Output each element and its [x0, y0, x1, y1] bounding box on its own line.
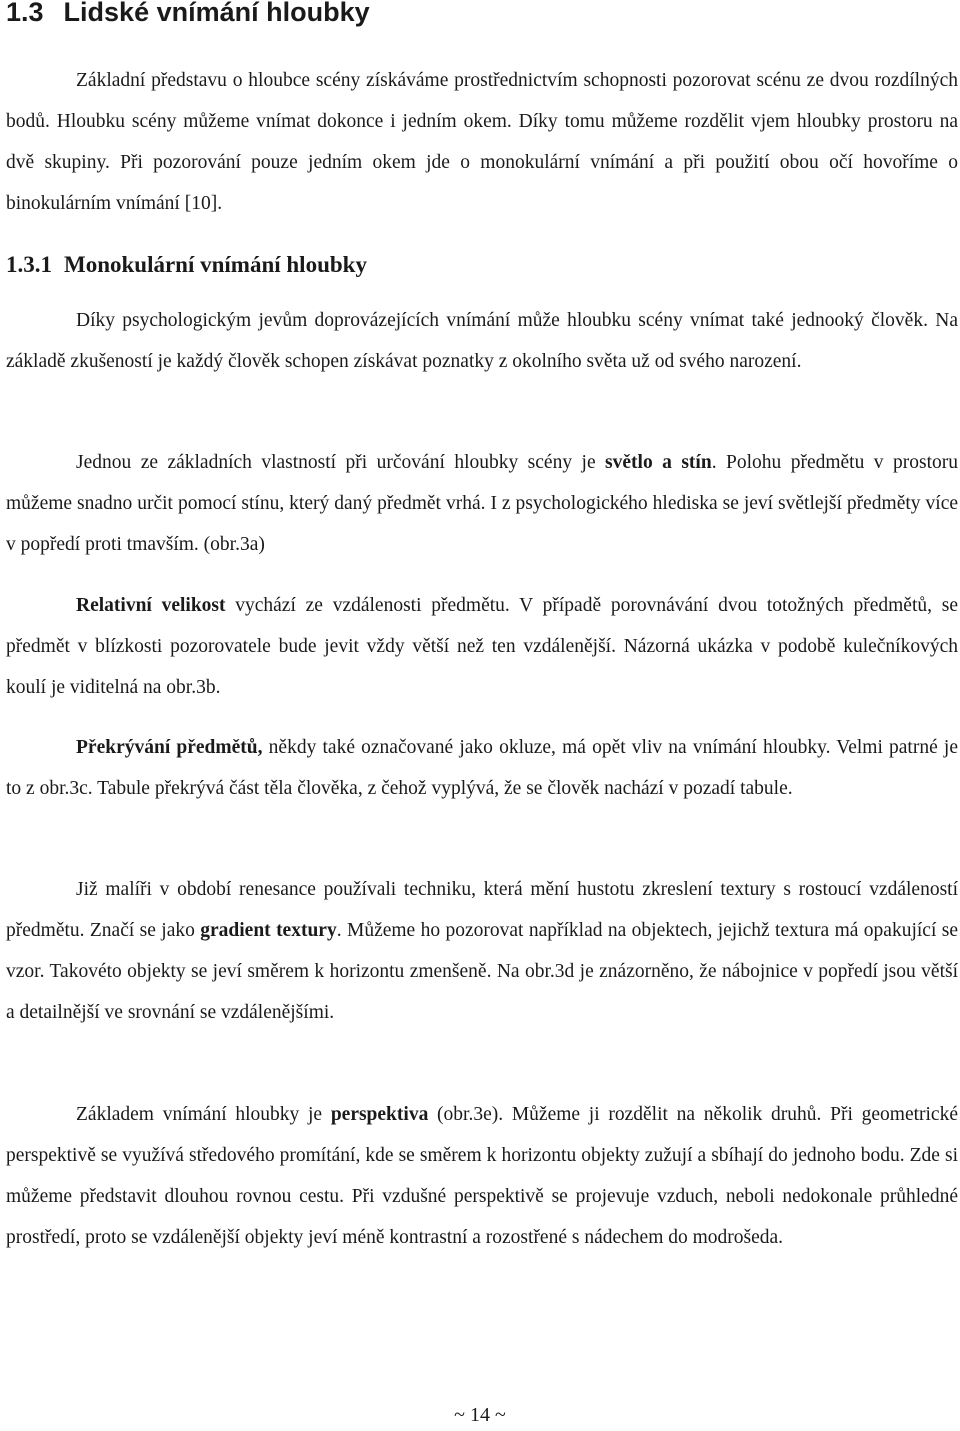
section-heading — [6, 0, 370, 30]
bold-term: perspektiva — [330, 1104, 429, 1125]
paragraph-psychology: Díky psychologickým jevům doprovázejících vnímání může hloubku scény vnímat také jednooký člověk. Na základě zkušeností je každý člověk schopen získávat poznatky z okolního světa už od svého narození. — [6, 310, 958, 372]
bold-term: světlo a stín — [605, 452, 712, 473]
text-run: Jednou ze základních vlastností při určování hloubky scény je — [76, 452, 606, 473]
bold-term: Relativní velikost — [76, 595, 226, 616]
text-run: . Polohu předmětu v prostoru můžeme snadno určit pomocí stínu, který daný předmět vrhá. I z psychologického hlediska se jeví světlejší předměty více v popředí proti tmavším. (obr.3a) — [6, 452, 958, 555]
bold-term: gradient textury — [200, 920, 337, 941]
subsection-number: 1.3.1 — [6, 252, 52, 277]
text-run: Základem vnímání hloubky je — [76, 1104, 331, 1125]
section-number: 1.3 — [6, 0, 44, 27]
paragraph-texture-gradient — [6, 869, 958, 1033]
paragraph-perspective — [6, 1094, 958, 1258]
bold-term: Překrývání předmětů, — [76, 737, 263, 758]
paragraph-relative-size — [6, 585, 958, 708]
text-run: . Můžeme ho pozorovat například na objektech, jejichž textura má opakující se vzor. Takovéto objekty se jeví směrem k horizontu zmenšeně. Na obr.3d je znázorněno, že nábojnice v popředí jsou větší a detailnější ve srovnání se vzdálenějšími. — [6, 920, 958, 1023]
page-number: ~ 14 ~ — [454, 1404, 506, 1426]
section-title: Lidské vnímání hloubky — [63, 0, 370, 27]
paragraph-light-shadow — [6, 442, 958, 565]
subsection-heading — [6, 249, 367, 281]
paragraph-intro: Základní představu o hloubce scény získáváme prostřednictvím schopnosti pozorovat scénu ze dvou rozdílných bodů. Hloubku scény můžeme vnímat dokonce i jedním okem. Díky tomu můžeme rozdělit vjem hloubky prostoru na dvě skupiny. Při pozorování pouze jedním okem jde o monokulární vnímání a při použití obou očí hovoříme o binokulárním vnímání [10]. — [6, 70, 958, 214]
subsection-title: Monokulární vnímání hloubky — [64, 252, 367, 277]
text-run: někdy také označované jako okluze, má opět vliv na vnímání hloubky. Velmi patrné je to z obr.3c. Tabule překrývá část těla člověka, z čehož vyplývá, že se člověk nachází v pozadí tabule. — [6, 737, 958, 799]
text-run: vychází ze vzdálenosti předmětu. V případě porovnávání dvou totožných předmětů, se předmět v blízkosti pozorovatele bude jevit vždy větší než ten vzdálenější. Názorná ukázka v podobě kulečníkových koulí je viditelná na obr.3b. — [6, 595, 958, 698]
text-run: Již malíři v období renesance používali techniku, která mění hustotu zkreslení textury s rostoucí vzdáleností předmětu. Značí se jako — [6, 879, 958, 941]
text-run: (obr.3e). Můžeme ji rozdělit na několik druhů. Při geometrické perspektivě se využívá středového promítání, kde se směrem k horizontu objekty zužují a sbíhají do jednoho bodu. Zde si můžeme představit dlouhou rovnou cestu. Při vzdušné perspektivě se projevuje vzduch, neboli nedokonale průhledné prostředí, proto se vzdálenější objekty jeví méně kontrastní a rozostřené s nádechem do modrošeda. — [6, 1104, 958, 1248]
paragraph-occlusion — [6, 727, 958, 809]
